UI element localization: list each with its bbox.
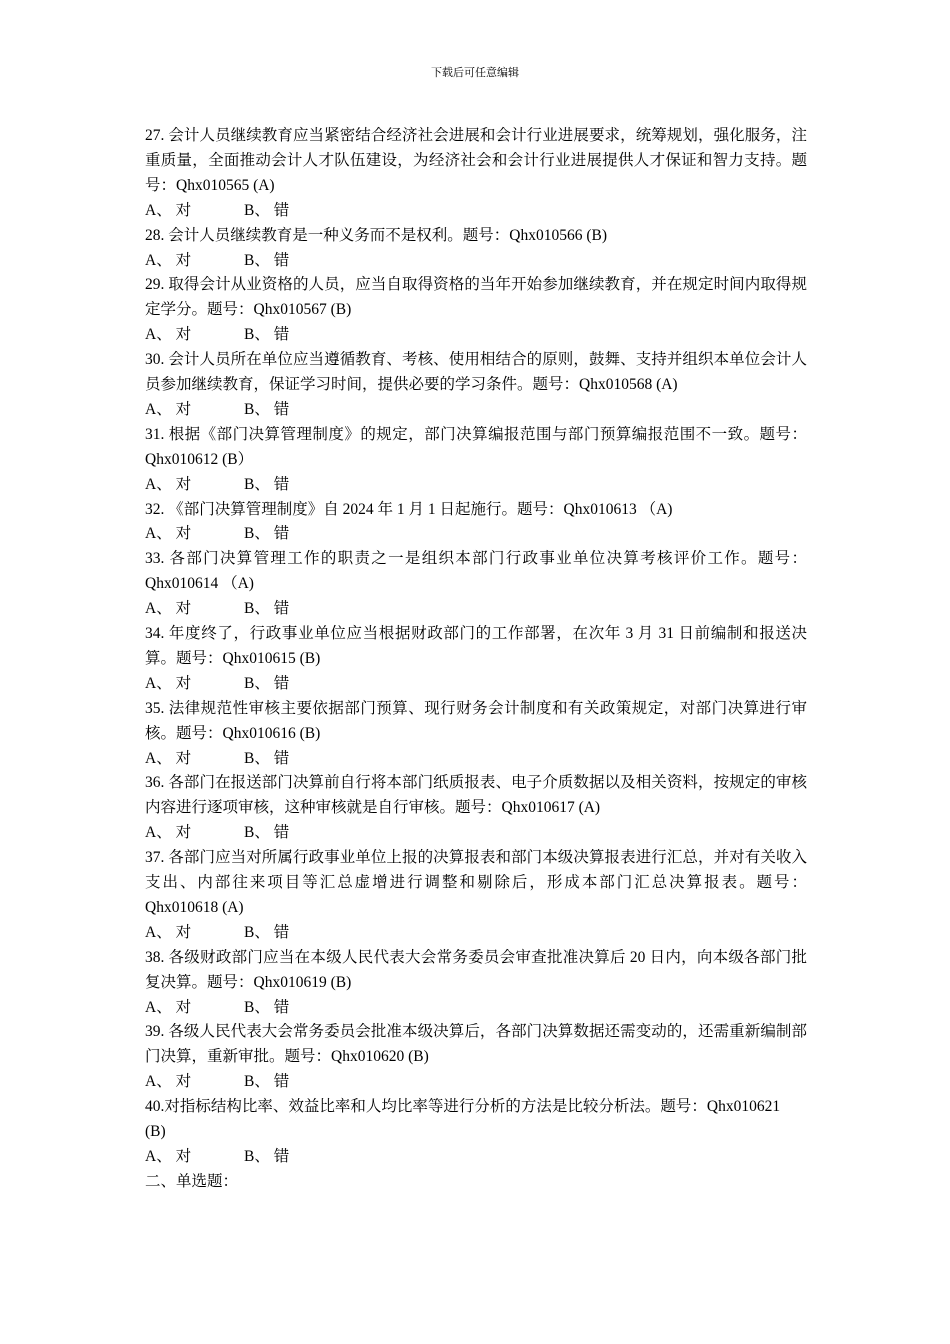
question-text: 34. 年度终了，行政事业单位应当根据财政部门的工作部署，在次年 3 月 31 日前编制和报送决算。题号：Qhx010615 (B) bbox=[145, 625, 807, 667]
question-block bbox=[145, 498, 807, 548]
question-block bbox=[145, 224, 807, 274]
question-text: 30. 会计人员所在单位应当遵循教育、考核、使用相结合的原则，鼓舞、支持并组织本单位会计人员参加继续教育，保证学习时间，提供必要的学习条件。题号：Qhx010568 (A) bbox=[145, 351, 807, 394]
question-list bbox=[145, 124, 807, 1195]
question-options bbox=[145, 747, 807, 772]
question-text: 40.对指标结构比率、效益比率和人均比率等进行分析的方法是比较分析法。题号：Qhx010621 bbox=[145, 1098, 781, 1116]
question-text: 39. 各级人民代表大会常务委员会批准本级决算后，各部门决算数据还需变动的，还需重新编制部门决算，重新审批。题号：Qhx010620 (B) bbox=[145, 1023, 807, 1066]
option-b: B、 错 bbox=[244, 824, 290, 842]
question-options bbox=[145, 672, 807, 697]
option-a: A、 对 bbox=[145, 824, 192, 842]
option-b: B、 错 bbox=[244, 400, 290, 418]
option-b: B、 错 bbox=[244, 251, 290, 269]
question-options bbox=[145, 921, 807, 946]
question-options bbox=[145, 996, 807, 1021]
option-a: A、 对 bbox=[145, 674, 192, 692]
question-text: 32. 《部门决算管理制度》自 2024 年 1 月 1 日起施行。题号：Qhx010613 （A) bbox=[145, 500, 673, 518]
option-a: A、 对 bbox=[145, 749, 192, 767]
option-b: B、 错 bbox=[244, 475, 290, 493]
question-block bbox=[145, 946, 807, 1021]
question-block bbox=[145, 1020, 807, 1095]
question-options bbox=[145, 1070, 807, 1095]
question-options bbox=[145, 398, 807, 423]
question-text: 35. 法律规范性审核主要依据部门预算、现行财务会计制度和有关政策规定，对部门决算进行审核。题号：Qhx010616 (B) bbox=[145, 699, 807, 742]
answer-line: (B) bbox=[145, 1123, 166, 1141]
question-text: 31. 根据《部门决算管理制度》的规定，部门决算编报范围与部门预算编报范围不一致。题号：Qhx010612 (B） bbox=[145, 425, 807, 468]
option-a: A、 对 bbox=[145, 400, 192, 418]
option-a: A、 对 bbox=[145, 475, 192, 493]
option-a: A、 对 bbox=[145, 923, 192, 941]
question-text: 29. 取得会计从业资格的人员，应当自取得资格的当年开始参加继续教育，并在规定时间内取得规定学分。题号：Qhx010567 (B) bbox=[145, 276, 807, 319]
question-text: 36. 各部门在报送部门决算前自行将本部门纸质报表、电子介质数据以及相关资料，按规定的审核内容进行逐项审核，这种审核就是自行审核。题号：Qhx010617 (A) bbox=[145, 774, 807, 817]
question-block bbox=[145, 423, 807, 498]
question-block bbox=[145, 273, 807, 348]
option-a: A、 对 bbox=[145, 201, 192, 219]
question-options bbox=[145, 821, 807, 846]
option-b: B、 错 bbox=[244, 749, 290, 767]
option-a: A、 对 bbox=[145, 600, 192, 618]
question-options bbox=[145, 199, 807, 224]
option-b: B、 错 bbox=[244, 674, 290, 692]
question-block bbox=[145, 697, 807, 772]
option-b: B、 错 bbox=[244, 600, 290, 618]
option-a: A、 对 bbox=[145, 1147, 192, 1165]
option-b: B、 错 bbox=[244, 1147, 290, 1165]
option-b: B、 错 bbox=[244, 998, 290, 1016]
question-options bbox=[145, 323, 807, 348]
question-block bbox=[145, 846, 807, 946]
option-b: B、 错 bbox=[244, 1073, 290, 1091]
question-text: 38. 各级财政部门应当在本级人民代表大会常务委员会审查批准决算后 20 日内，向本级各部门批复决算。题号：Qhx010619 (B) bbox=[145, 948, 807, 991]
question-text: 37. 各部门应当对所属行政事业单位上报的决算报表和部门本级决算报表进行汇总，并对有关收入支出、内部往来项目等汇总虚增进行调整和剔除后，形成本部门汇总决算报表。题号：Qhx010618 (A) bbox=[145, 849, 807, 916]
option-a: A、 对 bbox=[145, 251, 192, 269]
question-options bbox=[145, 249, 807, 274]
section-title: 二、单选题： bbox=[145, 1172, 239, 1190]
option-a: A、 对 bbox=[145, 1073, 192, 1091]
question-options bbox=[145, 522, 807, 547]
option-b: B、 错 bbox=[244, 201, 290, 219]
option-a: A、 对 bbox=[145, 998, 192, 1016]
option-b: B、 错 bbox=[244, 525, 290, 543]
question-block bbox=[145, 547, 807, 622]
question-options bbox=[145, 1145, 807, 1170]
question-text: 28. 会计人员继续教育是一种义务而不是权利。题号：Qhx010566 (B) bbox=[145, 226, 607, 244]
question-text: 27. 会计人员继续教育应当紧密结合经济社会进展和会计行业进展要求，统筹规划，强化服务，注重质量，全面推动会计人才队伍建设，为经济社会和会计行业进展提供人才保证和智力支持。题号：Qhx010565 (A) bbox=[145, 127, 807, 194]
question-options bbox=[145, 597, 807, 622]
question-text: 33. 各部门决算管理工作的职责之一是组织本部门行政事业单位决算考核评价工作。题号：Qhx010614 （A) bbox=[145, 550, 807, 593]
option-a: A、 对 bbox=[145, 326, 192, 344]
question-block bbox=[145, 771, 807, 846]
question-block bbox=[145, 1095, 807, 1170]
option-b: B、 错 bbox=[244, 326, 290, 344]
question-block bbox=[145, 124, 807, 224]
option-a: A、 对 bbox=[145, 525, 192, 543]
question-options bbox=[145, 473, 807, 498]
question-block bbox=[145, 348, 807, 423]
option-b: B、 错 bbox=[244, 923, 290, 941]
page-header: 下载后可任意编辑 bbox=[431, 67, 519, 79]
question-block bbox=[145, 622, 807, 697]
